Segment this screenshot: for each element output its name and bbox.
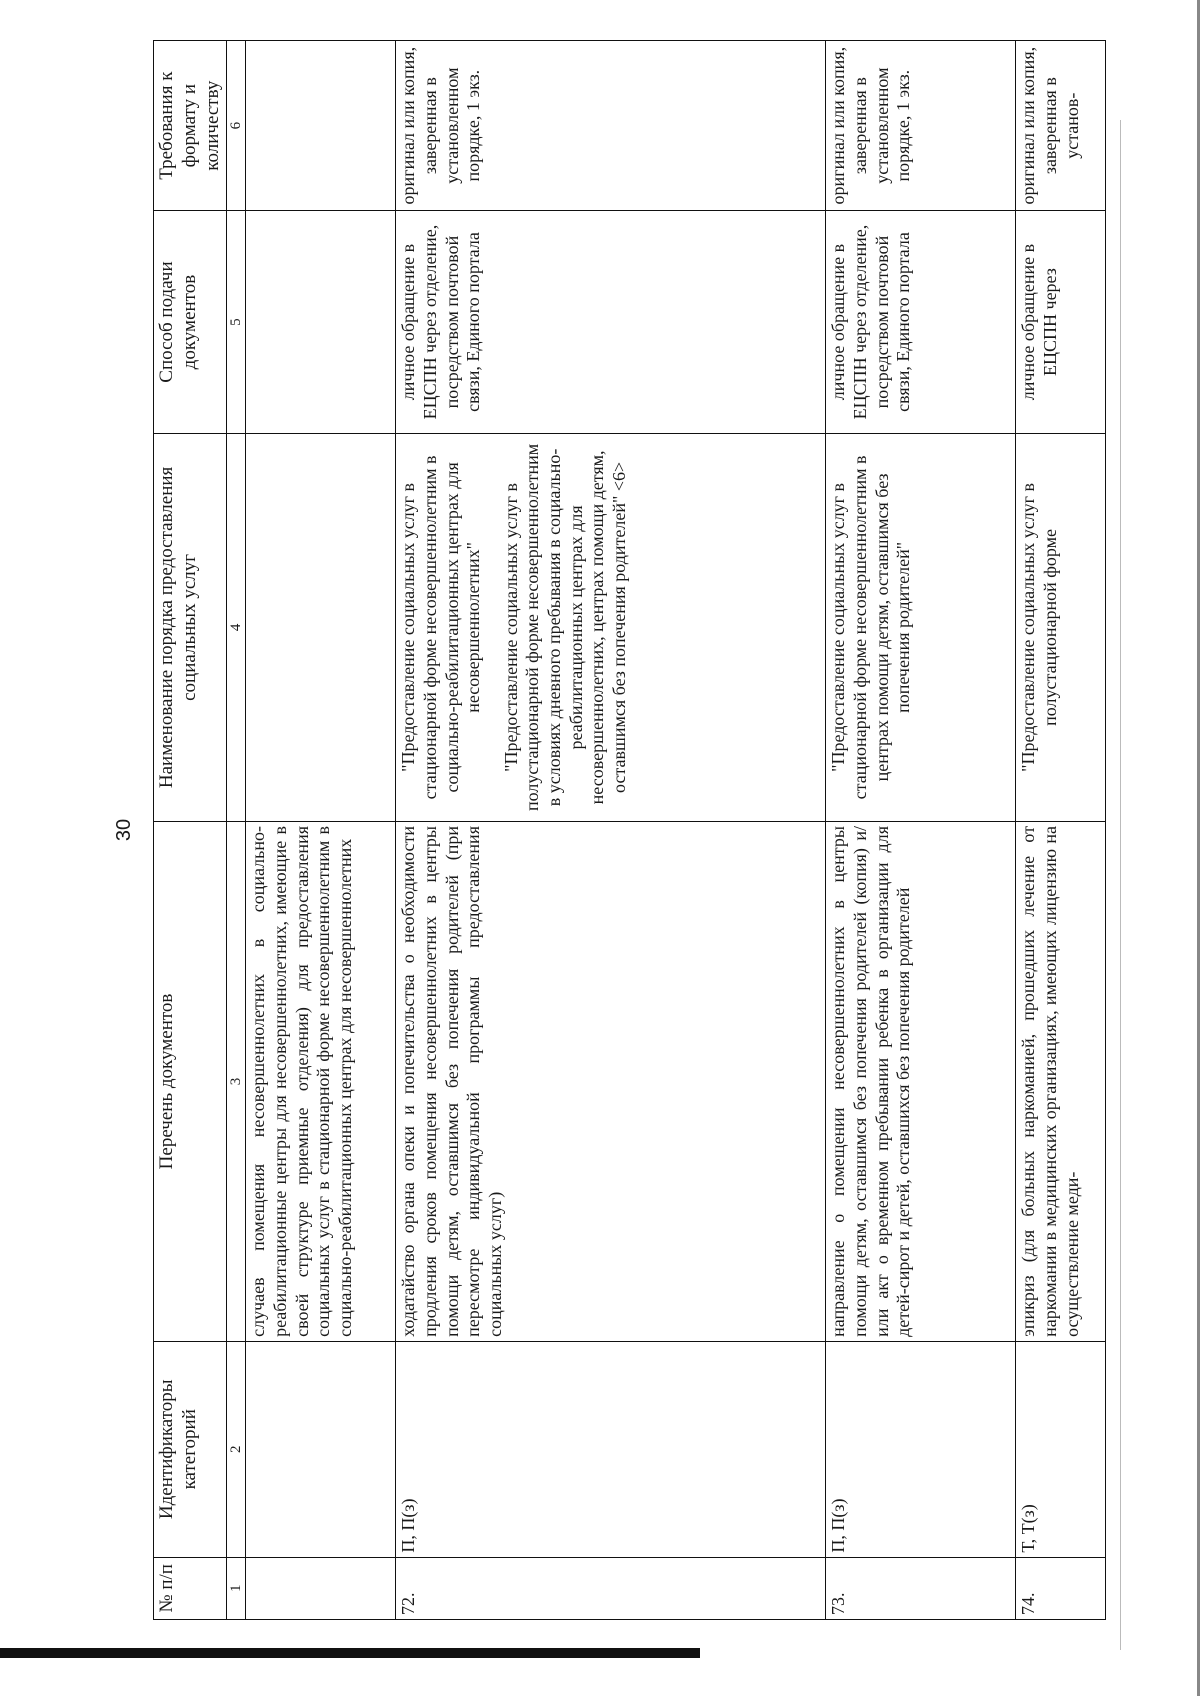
row-order xyxy=(1016,433,1106,821)
row-method: личное обращение в ЕЦСПН через xyxy=(1016,211,1106,433)
table-row xyxy=(826,41,1016,1620)
scan-artifact-line xyxy=(1120,120,1121,1650)
table-row xyxy=(246,41,396,1620)
row-ids: П, П(з) xyxy=(826,1341,1016,1557)
row-ids: Т, Т(з) xyxy=(1016,1341,1106,1557)
column-number: 1 xyxy=(227,1557,246,1619)
row-order-text: "Предоставление социальных услуг в стационарной форме несовершеннолетним в центрах помощи детям, оставшимся без попечения родителей" xyxy=(828,455,914,800)
header-docs: Перечень документов xyxy=(154,822,227,1342)
page-number: 30 xyxy=(113,818,135,842)
row-order-text-2: "Предоставление социальных услуг в полустационарной форме несовершеннолетним в условиях дневного пребывания в социально-реабилитационных центрах для несовершеннолетних, центрах помощи детям, оставшимся без попечения родителей" <6> xyxy=(500,443,629,811)
rotated-page xyxy=(113,40,1082,1620)
row-format xyxy=(246,41,396,211)
row-order xyxy=(246,433,396,821)
column-number: 5 xyxy=(227,211,246,433)
row-number: 73. xyxy=(826,1557,1016,1619)
row-ids xyxy=(246,1341,396,1557)
column-number: 6 xyxy=(227,41,246,211)
row-method: личное обращение в ЕЦСПН через отделение, посредством почтовой связи, Единого портала xyxy=(396,211,826,433)
row-ids: П, П(з) xyxy=(396,1341,826,1557)
table-row xyxy=(396,41,826,1620)
row-order-text: "Предоставление социальных услуг в стационарной форме несовершеннолетним в социально-реабилитационных центрах для несовершеннолетних" xyxy=(398,455,484,800)
row-format: оригинал или копия, заверенная в установленном порядке, 1 экз. xyxy=(826,41,1016,211)
row-order-text: "Предоставление социальных услуг в полустационарной форме xyxy=(1018,482,1060,772)
column-number-row xyxy=(227,41,246,1620)
header-order: Наименование порядка предоставления социальных услуг xyxy=(154,433,227,821)
row-docs: эпикриз (для больных наркоманией, прошедших лечение от наркомании в медицинских организациях, имеющих лицензию на осуществление меди- xyxy=(1016,822,1106,1342)
row-order xyxy=(396,433,826,821)
header-method: Способ подачи документов xyxy=(154,211,227,433)
column-number: 2 xyxy=(227,1341,246,1557)
row-method xyxy=(246,211,396,433)
column-number: 4 xyxy=(227,433,246,821)
table-row xyxy=(1016,41,1106,1620)
row-format: оригинал или копия, заверенная в установленном порядке, 1 экз. xyxy=(396,41,826,211)
row-number: 72. xyxy=(396,1557,826,1619)
row-number xyxy=(246,1557,396,1619)
row-docs: случаев помещения несовершеннолетних в социально-реабилитационные центры для несовершеннолетних, имеющие в своей структуре приемные отделения) для предоставления социальных услуг в стационарной форме несовершеннолетним в социально-реабилитационных центрах для несовершеннолетних xyxy=(246,822,396,1342)
column-number: 3 xyxy=(227,822,246,1342)
header-row xyxy=(154,41,227,1620)
row-docs: ходатайство органа опеки и попечительства о необходимости продления сроков помещения несовершеннолетних в центры помощи детям, оставшимся без попечения родителей (при пересмотре индивидуальной программы предоставления социальных услуг) xyxy=(396,822,826,1342)
row-order xyxy=(826,433,1016,821)
row-number: 74. xyxy=(1016,1557,1106,1619)
row-method: личное обращение в ЕЦСПН через отделение, посредством почтовой связи, Единого портала xyxy=(826,211,1016,433)
scan-edge-bar xyxy=(0,1648,700,1658)
header-num: № п/п xyxy=(154,1557,227,1619)
header-ids: Идентификаторы категорий xyxy=(154,1341,227,1557)
row-docs: направление о помещении несовершеннолетних в центры помощи детям, оставшимся без попечения родителей (копия) и/или акт о временном пребывании ребенка в организации для детей-сирот и детей, оставшихся без попечения родителей xyxy=(826,822,1016,1342)
row-format: оригинал или копия, заверенная в установ- xyxy=(1016,41,1106,211)
documents-table xyxy=(153,40,1106,1620)
header-format: Требования к формату и количеству xyxy=(154,41,227,211)
